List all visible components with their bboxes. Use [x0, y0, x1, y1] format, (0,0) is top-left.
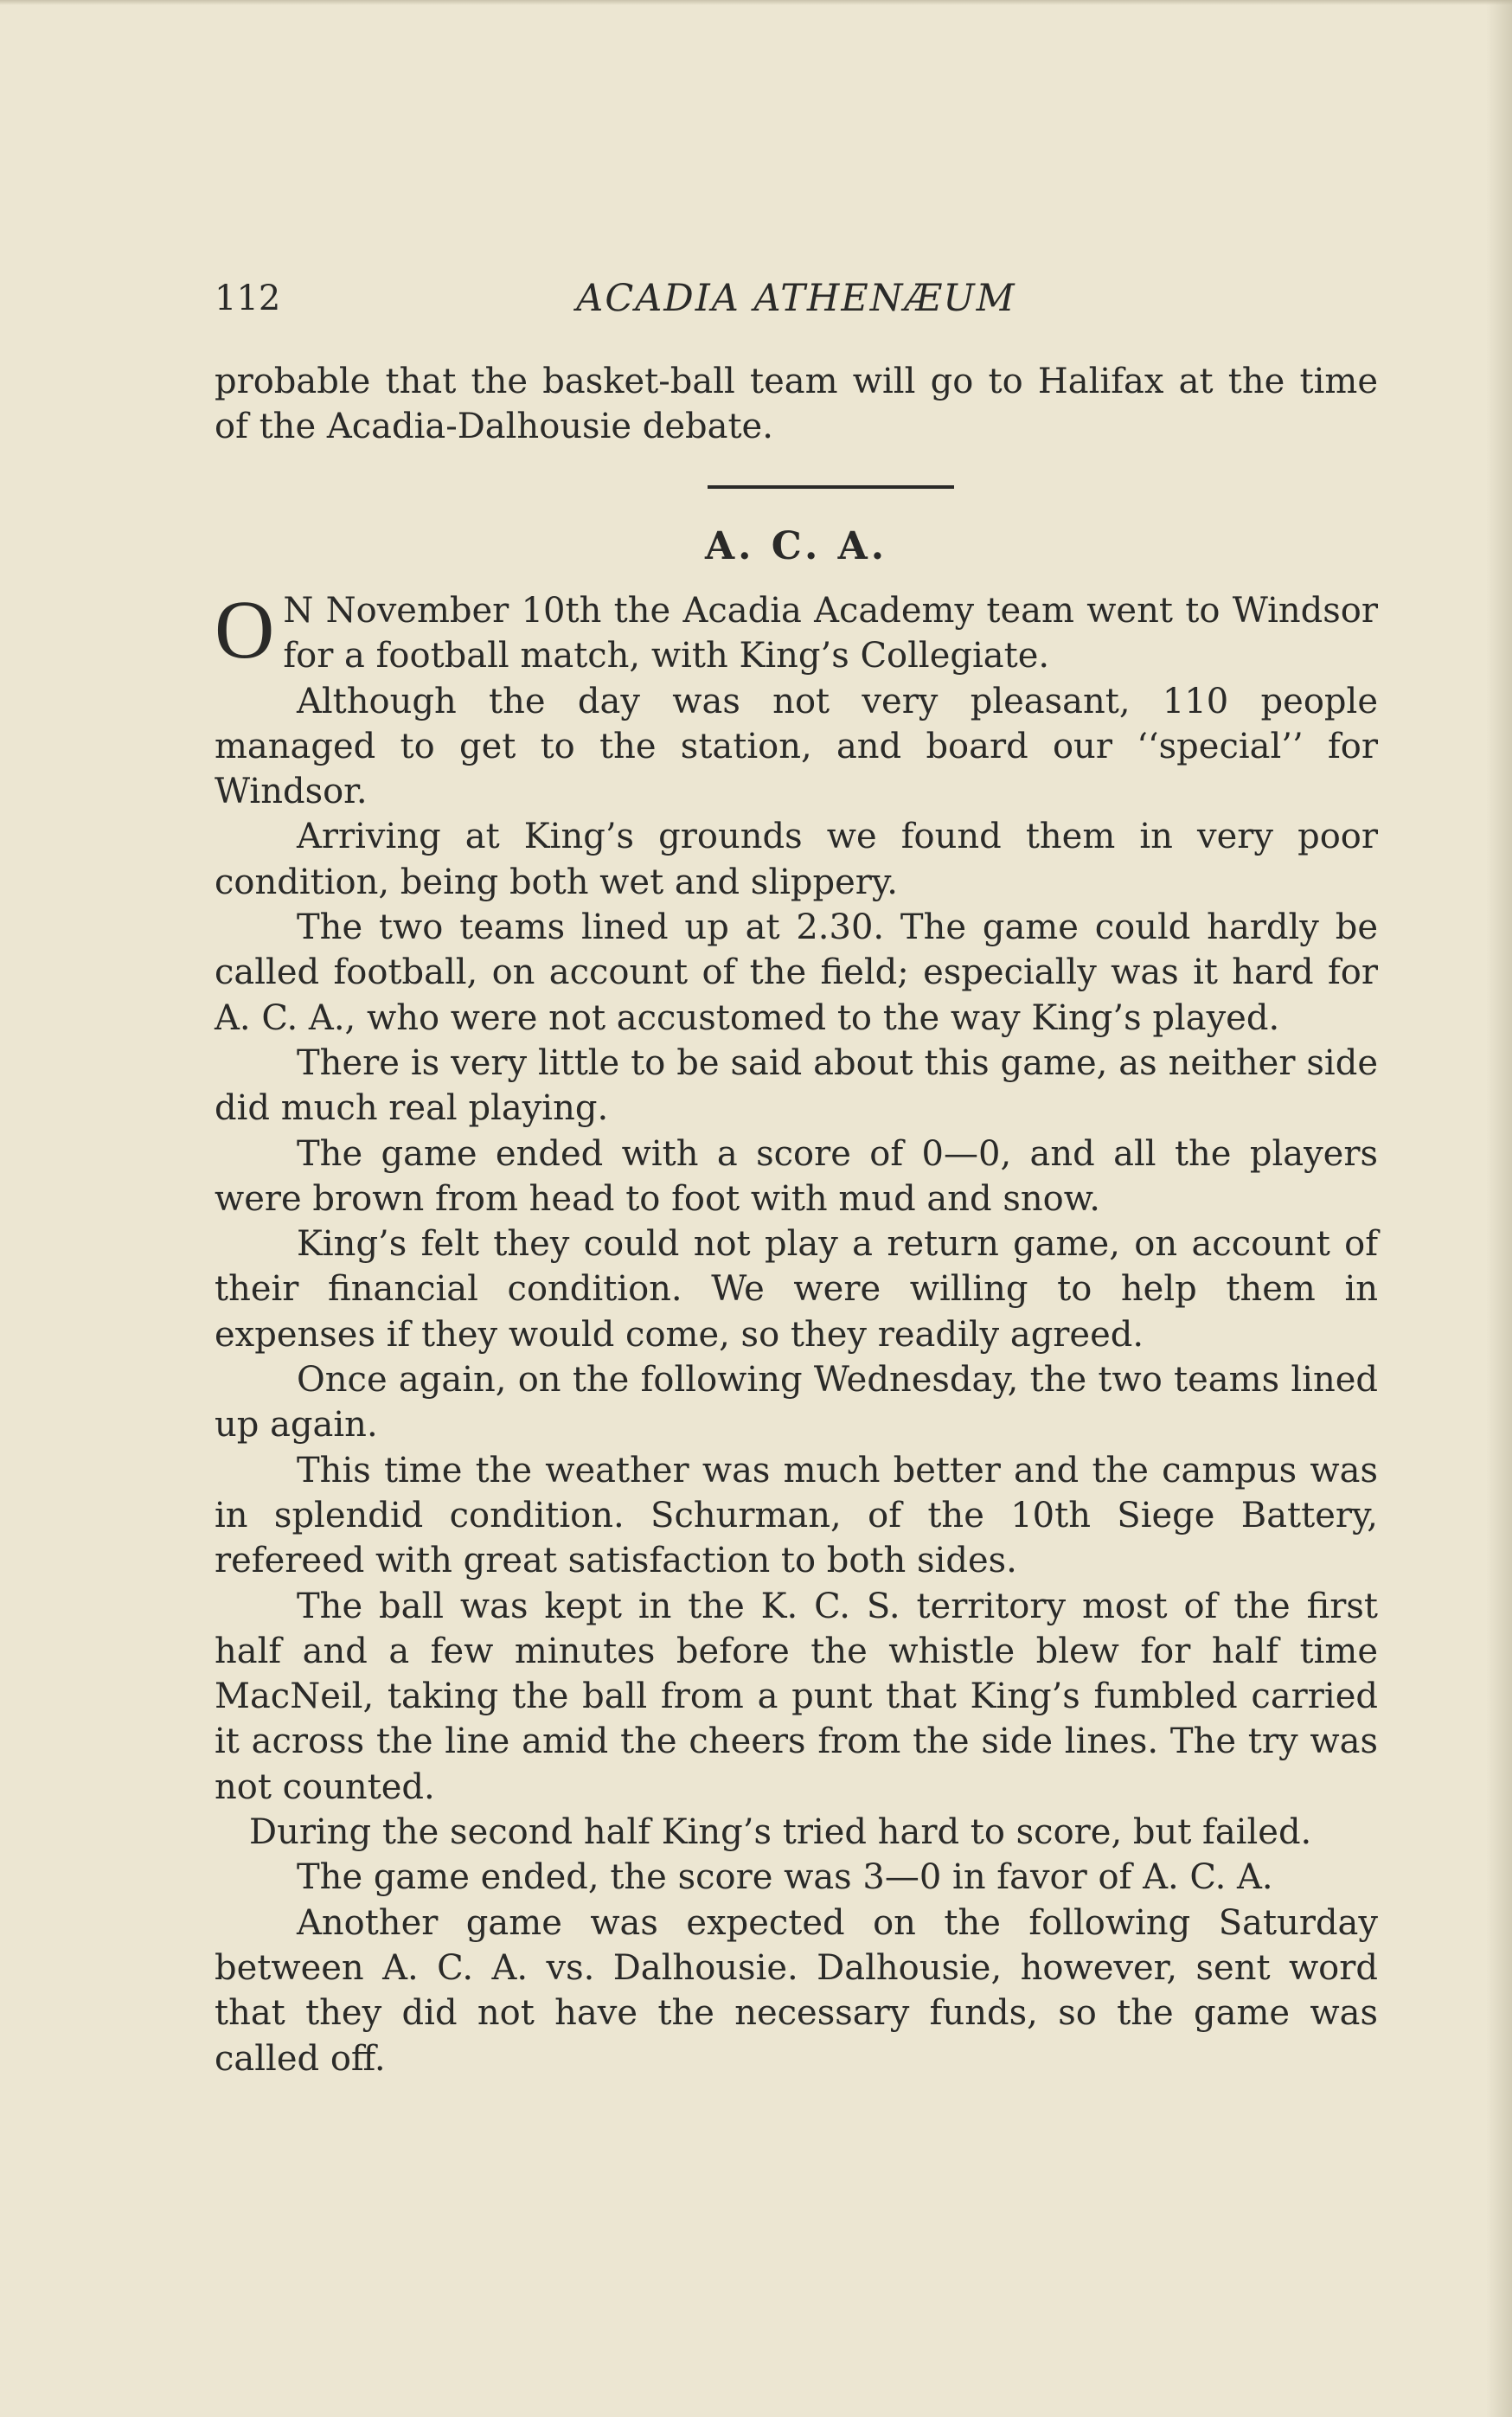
drop-cap: O — [215, 583, 275, 676]
paragraph: During the second half King’s tried hard to score, but failed. — [249, 1812, 1312, 1853]
page-gutter-shadow — [1486, 0, 1512, 2417]
continued-paragraph: probable that the basket-ball team will go to Halifax at the time of the Acadia-Dalhousie debate. — [215, 362, 1378, 447]
first-paragraph — [215, 583, 1378, 679]
paragraph: Once again, on the following Wednesday, the two teams lined up again. — [215, 1360, 1378, 1446]
page-header — [215, 272, 1378, 324]
section-divider — [708, 485, 954, 489]
paragraph: Another game was expected on the following Saturday between A. C. A. vs. Dalhousie. Dalhousie, however, sent word that they did not have the necessary funds, so the game was called off. — [215, 1902, 1378, 2079]
paragraph: The game ended with a score of 0—0, and all the players were brown from head to foot with mud and snow. — [215, 1133, 1378, 1219]
page-number: 112 — [215, 279, 281, 318]
paragraph: This time the weather was much better and the campus was in splendid condition. Schurman, of the 10th Siege Battery, refereed with great satisfaction to both sides. — [215, 1450, 1378, 1581]
running-title: ACADIA ATHENÆUM — [576, 277, 1016, 320]
paragraph: King’s felt they could not play a return game, on account of their financial condition. We were willing to help them in expenses if they would come, so they readily agreed. — [215, 1224, 1378, 1355]
paragraph: The game ended, the score was 3—0 in favor of A. C. A. — [297, 1857, 1273, 1898]
paragraph: There is very little to be said about this game, as neither side did much real playing. — [215, 1042, 1378, 1129]
section-heading: A. C. A. — [704, 524, 888, 568]
paragraph: Arriving at King’s grounds we found them in very poor condition, being both wet and slippery. — [215, 817, 1378, 902]
article-body — [215, 583, 1378, 2081]
continued-text-block — [215, 359, 1378, 450]
paragraph: Although the day was not very pleasant, 110 people managed to get to the station, and board our ‘‘special’’ for Windsor. — [215, 681, 1378, 812]
paragraph: The two teams lined up at 2.30. The game could hardly be called football, on account of the field; especially was it hard for A. C. A., who were not accustomed to the way King’s played. — [215, 907, 1378, 1038]
first-paragraph-text: N November 10th the Acadia Academy team went to Windsor for a football match, with King’s Collegiate. — [283, 591, 1378, 676]
paragraph: The ball was kept in the K. C. S. territory most of the first half and a few minutes before the whistle blew for half time MacNeil, taking the ball from a punt that King’s fumbled carried it across the line amid the cheers from the side lines. The try was not counted. — [215, 1586, 1378, 1807]
page-top-edge — [0, 0, 1512, 5]
